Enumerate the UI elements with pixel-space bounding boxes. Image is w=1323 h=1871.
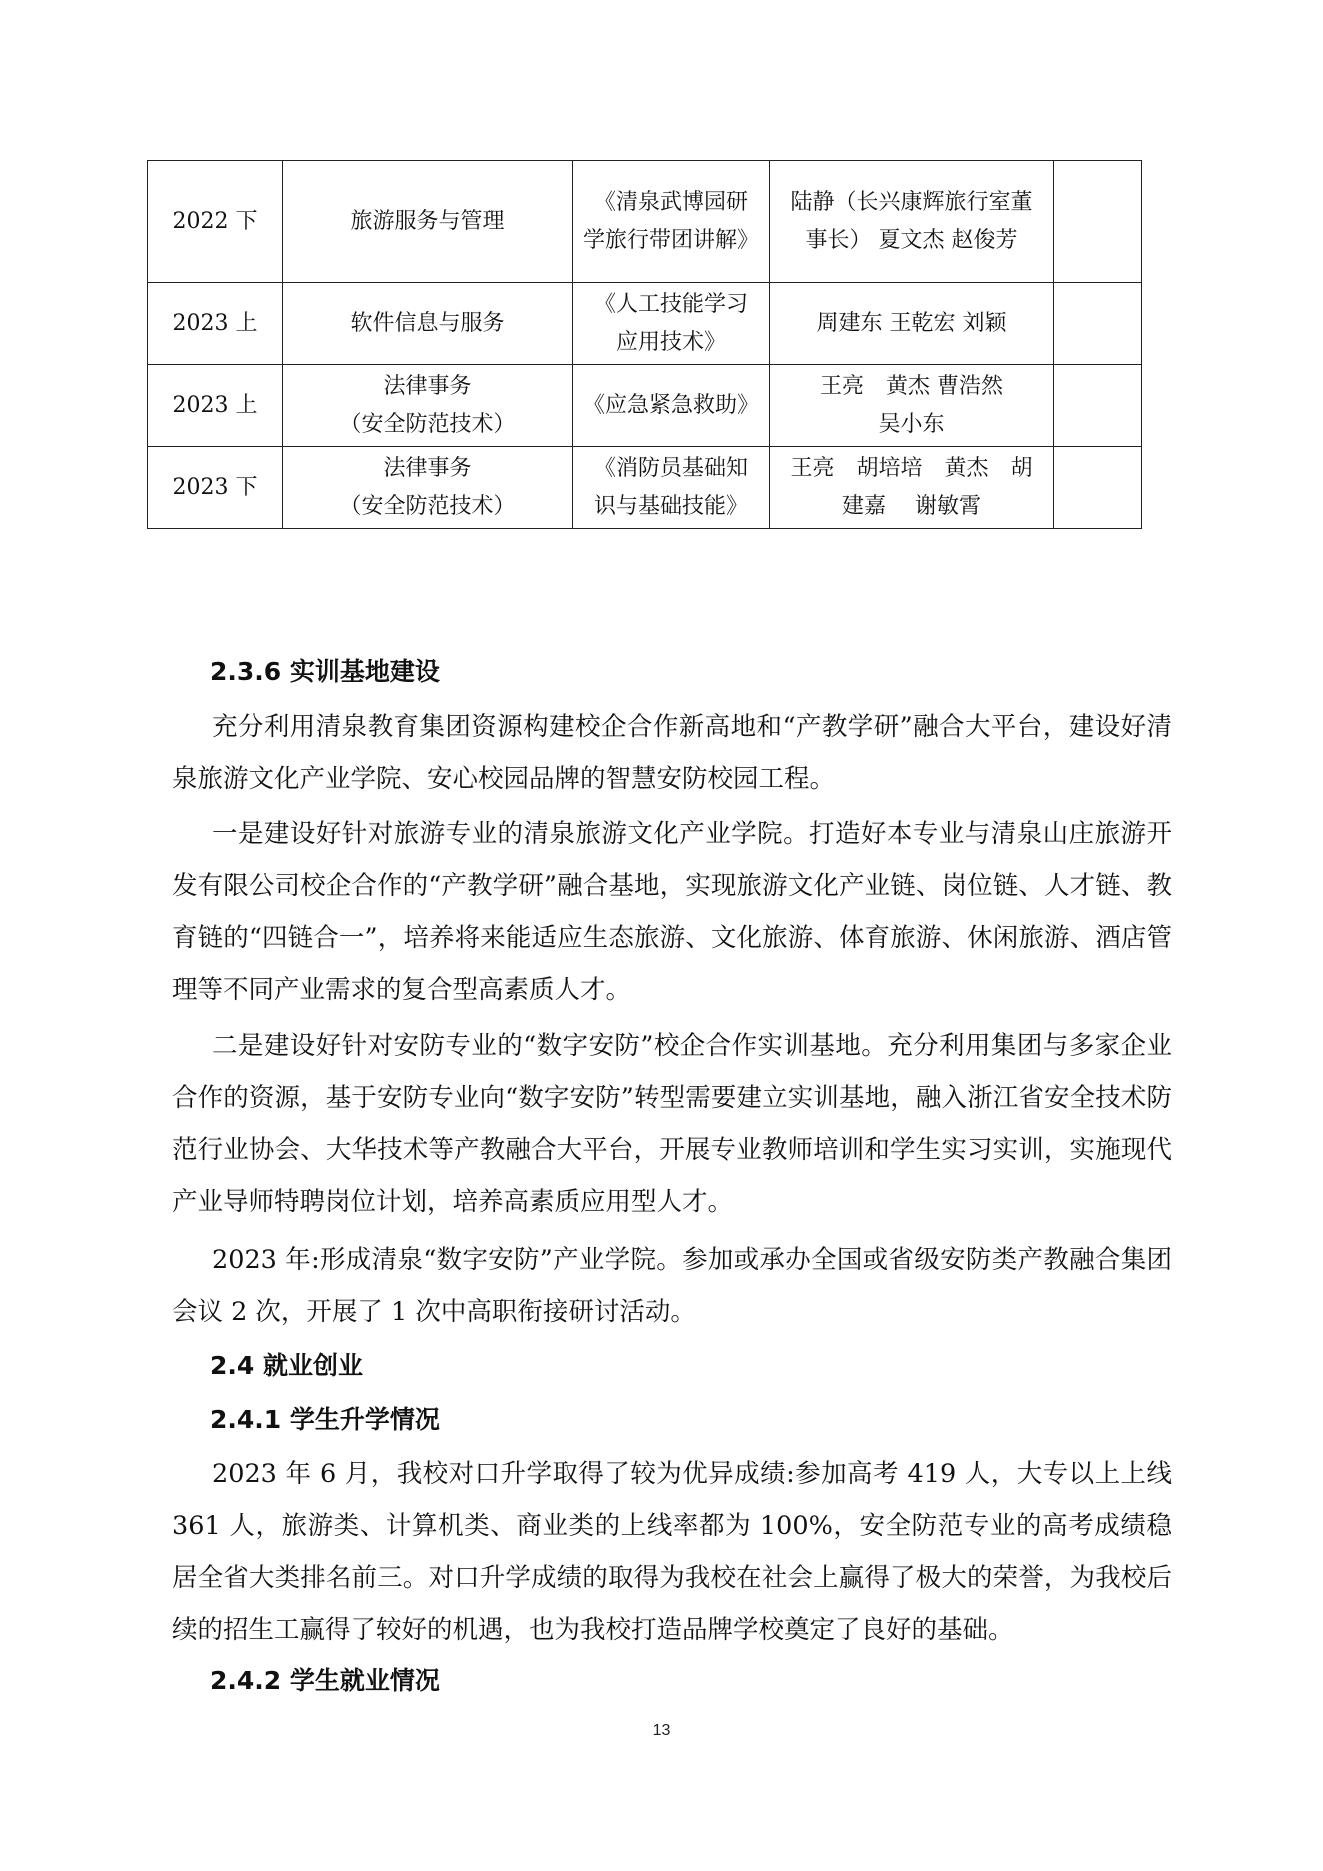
textbook-cell: 《消防员基础知 识与基础技能》 [573, 447, 770, 529]
textbook-cell: 《清泉武博园研 学旅行带团讲解》 [573, 161, 770, 283]
page-number: 13 [652, 1722, 671, 1739]
empty-cell [1054, 447, 1142, 529]
major-cell: 软件信息与服务 [283, 283, 573, 365]
people-cell: 周建东 王乾宏 刘颖 [770, 283, 1054, 365]
table-row [148, 447, 1142, 529]
empty-cell [1054, 283, 1142, 365]
term-cell: 2023 下 [148, 447, 283, 529]
empty-cell [1054, 365, 1142, 447]
paragraph-2023-result: 2023 年:形成清泉“数字安防”产业学院。参加或承办全国或省级安防类产教融合集团会议 2 次，开展了 1 次中高职衔接研讨活动。 [172, 1245, 1172, 1327]
empty-cell [1054, 161, 1142, 283]
section-heading-2-3-6: 2.3.6 实训基地建设 [210, 657, 440, 686]
table-row [148, 161, 1142, 283]
paragraph-platform: 充分利用清泉教育集团资源构建校企合作新高地和“产教学研”融合大平台，建设好清泉旅游文化产业学院、安心校园品牌的智慧安防校园工程。 [172, 712, 1172, 794]
term-cell: 2023 上 [148, 283, 283, 365]
table-row [148, 283, 1142, 365]
people-cell: 陆静（长兴康辉旅行室董 事长） 夏文杰 赵俊芳 [770, 161, 1054, 283]
paragraph-tourism-college: 一是建设好针对旅游专业的清泉旅游文化产业学院。打造好本专业与清泉山庄旅游开发有限公司校企合作的“产教学研”融合基地，实现旅游文化产业链、岗位链、人才链、教育链的“四链合一”，培养将来能适应生态旅游、文化旅游、体育旅游、休闲旅游、酒店管理等不同产业需求的复合型高素质人才。 [172, 819, 1172, 1005]
paragraph-security-base: 二是建设好针对安防专业的“数字安防”校企合作实训基地。充分利用集团与多家企业合作的资源，基于安防专业向“数字安防”转型需要建立实训基地，融入浙江省安全技术防范行业协会、大华技术等产教融合大平台，开展专业教师培训和学生实习实训，实施现代产业导师特聘岗位计划，培养高素质应用型人才。 [172, 1031, 1172, 1217]
term-cell: 2023 上 [148, 365, 283, 447]
paragraph-admission: 2023 年 6 月，我校对口升学取得了较为优异成绩:参加高考 419 人，大专以上上线 361 人，旅游类、计算机类、商业类的上线率都为 100%，安全防范专业的高考成绩稳居全省大类排名前三。对口升学成绩的取得为我校在社会上赢得了极大的荣誉，为我校后续的招生工赢得了较好的机遇，也为我校打造品牌学校奠定了良好的基础。 [172, 1459, 1172, 1645]
people-cell: 王亮 黄杰 曹浩然 吴小东 [770, 365, 1054, 447]
major-cell: 旅游服务与管理 [283, 161, 573, 283]
textbook-cell: 《人工技能学习 应用技术》 [573, 283, 770, 365]
section-heading-2-4-1: 2.4.1 学生升学情况 [210, 1405, 440, 1434]
term-cell: 2022 下 [148, 161, 283, 283]
section-heading-2-4-2: 2.4.2 学生就业情况 [210, 1666, 440, 1695]
major-cell: 法律事务 （安全防范技术） [283, 447, 573, 529]
section-heading-2-4: 2.4 就业创业 [210, 1351, 363, 1380]
table-row [148, 365, 1142, 447]
textbook-cell: 《应急紧急救助》 [573, 365, 770, 447]
training-materials-table [147, 160, 1142, 529]
people-cell: 王亮 胡培培 黄杰 胡 建嘉 谢敏霄 [770, 447, 1054, 529]
major-cell: 法律事务 （安全防范技术） [283, 365, 573, 447]
